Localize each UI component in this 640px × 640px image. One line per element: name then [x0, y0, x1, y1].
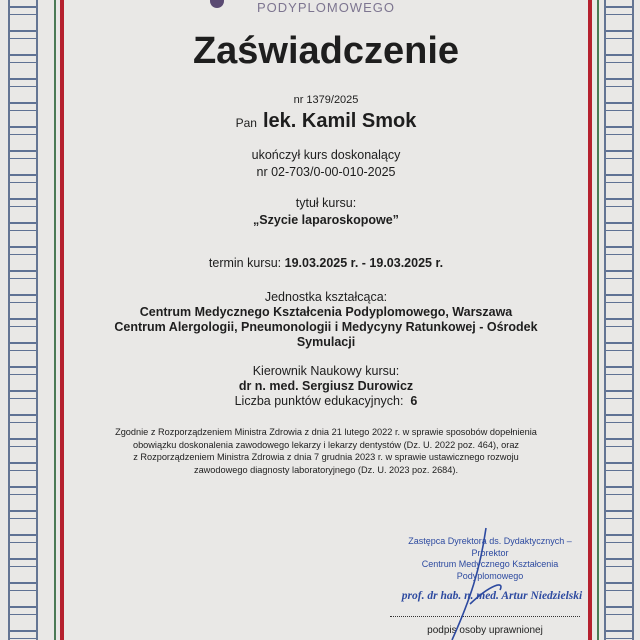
course-title-label: tytuł kursu: — [295, 196, 357, 210]
signer-name: prof. dr hab. n. med. Artur Niedzielski — [401, 590, 583, 602]
recipient-name: lek. Kamil Smok — [262, 110, 417, 132]
legal-line: zawodowego diagnosty laboratoryjnego (Dz. U. 2023 poz. 2684). — [193, 464, 459, 475]
certificate-title: Zaświadczenie — [192, 30, 460, 72]
salutation: Pan — [235, 116, 257, 130]
certificate-number: nr 1379/2025 — [293, 94, 359, 106]
institution-name: PODYPLOMOWEGO — [257, 0, 395, 15]
supervisor-name: dr n. med. Sergiusz Durowicz — [238, 379, 414, 393]
stamp-line: Centrum Medycznego Kształcenia Podyplomowego — [421, 559, 559, 581]
supervisor-label: Kierownik Naukowy kursu: — [252, 364, 400, 378]
term-value: 19.03.2025 r. - 19.03.2025 r. — [284, 256, 444, 270]
unit-line: Centrum Medycznego Kształcenia Podyplomowego, Warszawa — [139, 305, 513, 319]
points-label: Liczba punktów edukacyjnych: — [234, 394, 404, 408]
legal-line: z Rozporządzeniem Ministra Zdrowia z dnia 7 grudnia 2023 r. w sprawie ustawicznego rozwoju — [133, 452, 519, 462]
points-value: 6 — [410, 394, 418, 408]
signature-label: podpis osoby uprawnionej — [427, 625, 543, 636]
course-title: „Szycie laparoskopowe” — [253, 213, 399, 227]
term-label: termin kursu: — [208, 256, 282, 270]
legal-line: obowiązku doskonalenia zawodowego lekarzy i lekarzy dentystów (Dz. U. 2022 poz. 464), oraz — [132, 439, 520, 450]
unit-label: Jednostka kształcąca: — [264, 290, 388, 304]
completed-label: ukończył kurs doskonalący — [251, 148, 401, 162]
course-number: nr 02-703/0-00-010-2025 — [256, 165, 396, 179]
unit-line: Symulacji — [296, 335, 356, 349]
legal-line: Zgodnie z Rozporządzeniem Ministra Zdrowia z dnia 21 lutego 2022 r. w sprawie sposobów dopełnienia — [115, 427, 537, 437]
stamp-line: Zastępca Dyrektora ds. Dydaktycznych – Prorektor — [408, 536, 572, 558]
unit-line: Centrum Alergologii, Pneumonologii i Medycyny Ratunkowej - Ośrodek — [114, 320, 538, 334]
